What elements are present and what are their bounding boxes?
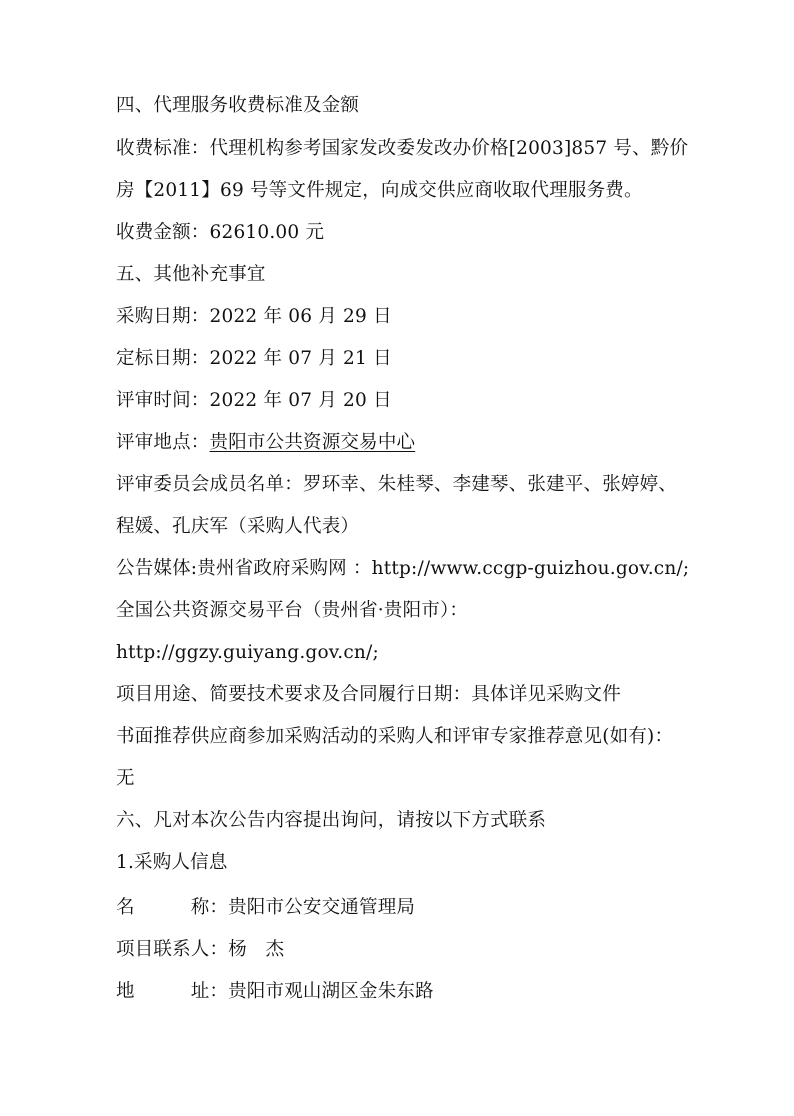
section-6-heading: 六、凡对本次公告内容提出询问，请按以下方式联系 [116, 810, 547, 831]
review-place [116, 430, 716, 456]
award-date: 定标日期：2022 年 07 月 21 日 [116, 348, 392, 369]
project-contact [116, 937, 716, 963]
media-line-3: http://ggzy.guiyang.gov.cn/; [116, 642, 379, 663]
committee-line-2: 程媛、孔庆军（采购人代表） [116, 516, 360, 537]
committee-line-1: 评审委员会成员名单：罗环幸、朱桂琴、李建琴、张建平、张婷婷、 [116, 474, 678, 495]
name-label-a: 名 [116, 897, 135, 918]
name-value: 贵阳市公安交通管理局 [228, 897, 416, 918]
address-label-a: 地 [116, 981, 135, 1002]
contact-value: 杨 杰 [228, 939, 285, 960]
purchaser-address [116, 979, 716, 1005]
review-place-label: 评审地点： [116, 432, 210, 453]
address-label-b: 址： [190, 981, 229, 1002]
recommendation-line-1: 书面推荐供应商参加采购活动的采购人和评审专家推荐意见(如有)： [116, 726, 674, 747]
name-label-b: 称： [190, 897, 229, 918]
section-4-heading: 四、代理服务收费标准及金额 [116, 95, 360, 116]
address-value: 贵阳市观山湖区金朱东路 [228, 981, 434, 1002]
section-5-heading: 五、其他补充事宜 [116, 264, 266, 285]
review-time: 评审时间：2022 年 07 月 20 日 [116, 390, 392, 411]
purchaser-info-heading: 1.采购人信息 [116, 852, 228, 873]
purchaser-name [116, 895, 716, 921]
media-line-1: 公告媒体:贵州省政府采购网 ：http://www.ccgp-guizhou.gov.cn/; [116, 558, 690, 579]
fee-standard-line-2: 房【2011】69 号等文件规定，向成交供应商收取代理服务费。 [116, 180, 643, 201]
contact-label: 项目联系人： [116, 939, 229, 960]
review-place-value: 贵阳市公共资源交易中心 [209, 432, 416, 453]
purchase-date: 采购日期：2022 年 06 月 29 日 [116, 306, 392, 327]
project-usage: 项目用途、简要技术要求及合同履行日期：具体详见采购文件 [116, 684, 621, 705]
fee-standard-line-1: 收费标准：代理机构参考国家发改委发改办价格[2003]857 号、黔价 [116, 138, 689, 159]
recommendation-line-2: 无 [116, 768, 135, 789]
fee-amount: 收费金额：62610.00 元 [116, 222, 325, 243]
media-line-2: 全国公共资源交易平台（贵州省·贵阳市）： [116, 600, 469, 621]
